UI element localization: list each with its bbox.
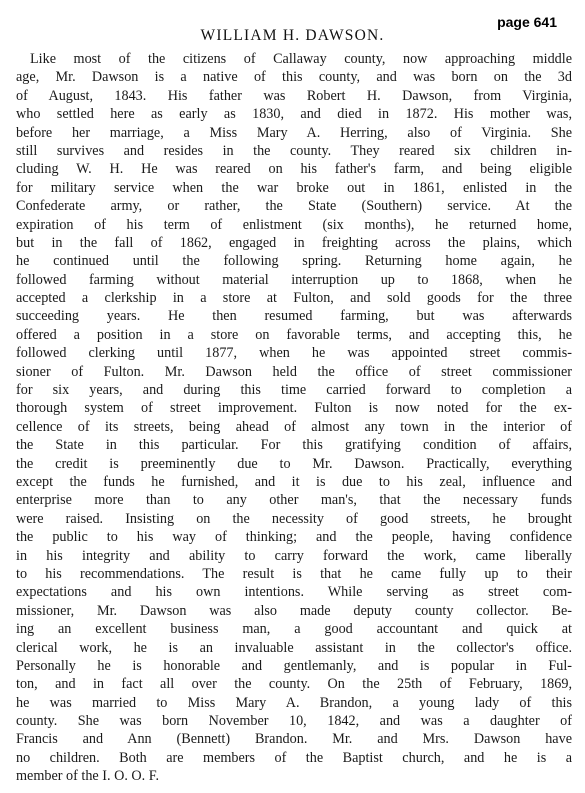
text-line: cluding W. H. He was reared on his father's farm, and being eligible xyxy=(16,161,572,178)
text-line: who settled here as early as 1830, and died in 1872. His mother was, xyxy=(16,106,572,123)
text-line: no children. Both are members of the Baptist church, and he is a xyxy=(16,749,572,766)
text-line: expiration of his term of enlistment (six months), he returned home, xyxy=(16,216,572,233)
text-line: followed clerking until 1877, when he was appointed street commis- xyxy=(16,345,572,362)
text-line: age, Mr. Dawson is a native of this county, and was born on the 3d xyxy=(16,69,572,86)
text-line: the public to his way of thinking; and the people, having confidence xyxy=(16,529,572,546)
text-line: in his integrity and ability to carry forward the work, came liberally xyxy=(16,547,572,564)
text-line: ing an excellent business man, a good accountant and quick at xyxy=(16,621,572,638)
biography-heading: WILLIAM H. DAWSON. xyxy=(200,27,385,44)
text-line: accepted a clerkship in a store at Fulton, and sold goods for the three xyxy=(16,290,572,307)
text-line: succeeding years. He then resumed farming, but was afterwards xyxy=(16,308,572,325)
text-line: cellence of its streets, being ahead of almost any town in the interior of xyxy=(16,418,572,435)
text-line: for military service when the war broke out in 1861, enlisted in the xyxy=(16,179,572,196)
text-line: he was married to Miss Mary A. Brandon, a young lady of this xyxy=(16,694,572,711)
text-line: before her marriage, a Miss Mary A. Herring, also of Virginia. She xyxy=(16,124,572,141)
text-line: Francis and Ann (Bennett) Brandon. Mr. and Mrs. Dawson have xyxy=(16,731,572,748)
text-line: clerical work, he is an invaluable assistant in the collector's office. xyxy=(16,639,572,656)
text-line: sioner of Fulton. Mr. Dawson held the office of street commissioner xyxy=(16,363,572,380)
text-line: the credit is preeminently due to Mr. Dawson. Practically, everything xyxy=(16,455,572,472)
text-line: but in the fall of 1862, engaged in freighting across the plains, which xyxy=(16,234,572,251)
text-line: member of the I. O. O. F. xyxy=(16,768,160,785)
text-line: missioner, Mr. Dawson was also made deputy county collector. Be- xyxy=(16,602,572,619)
text-line: the State in this particular. For this gratifying condition of affairs, xyxy=(16,437,572,454)
text-line: offered a position in a store on favorable terms, and accepting this, he xyxy=(16,326,572,343)
text-line: were raised. Insisting on the necessity of good streets, he brought xyxy=(16,510,572,527)
text-line: of August, 1843. His father was Robert H. Dawson, from Virginia, xyxy=(16,87,572,104)
text-line: to his recommendations. The result is that he came fully up to their xyxy=(16,565,572,582)
text-line: thorough system of street improvement. Fulton is now noted for the ex- xyxy=(16,400,572,417)
text-line: ton, and in fact all over the county. On the 25th of February, 1869, xyxy=(16,676,572,693)
text-line: Personally he is honorable and gentlemanly, and is popular in Ful- xyxy=(16,657,572,674)
text-line: Like most of the citizens of Callaway county, now approaching middle xyxy=(30,51,572,67)
biography-paragraph xyxy=(16,50,572,786)
page-number: page 641 xyxy=(497,14,557,30)
text-line: enterprise more than to any other man's, that the necessary funds xyxy=(16,492,572,509)
text-line: expectations and his own intentions. While serving as street com- xyxy=(16,584,572,601)
text-line: except the funds he furnished, and it is due to his zeal, influence and xyxy=(16,473,572,490)
text-line: Confederate army, or rather, the State (Southern) service. At the xyxy=(16,198,572,215)
text-line: he continued until the following spring. Returning home again, he xyxy=(16,253,572,270)
text-line: for six years, and during this time carried forward to completion a xyxy=(16,382,572,399)
text-line: still survives and resides in the county. They reared six children in- xyxy=(16,142,572,159)
text-line: county. She was born November 10, 1842, and was a daughter of xyxy=(16,713,572,730)
text-line: followed farming without material interruption up to 1868, when he xyxy=(16,271,572,288)
